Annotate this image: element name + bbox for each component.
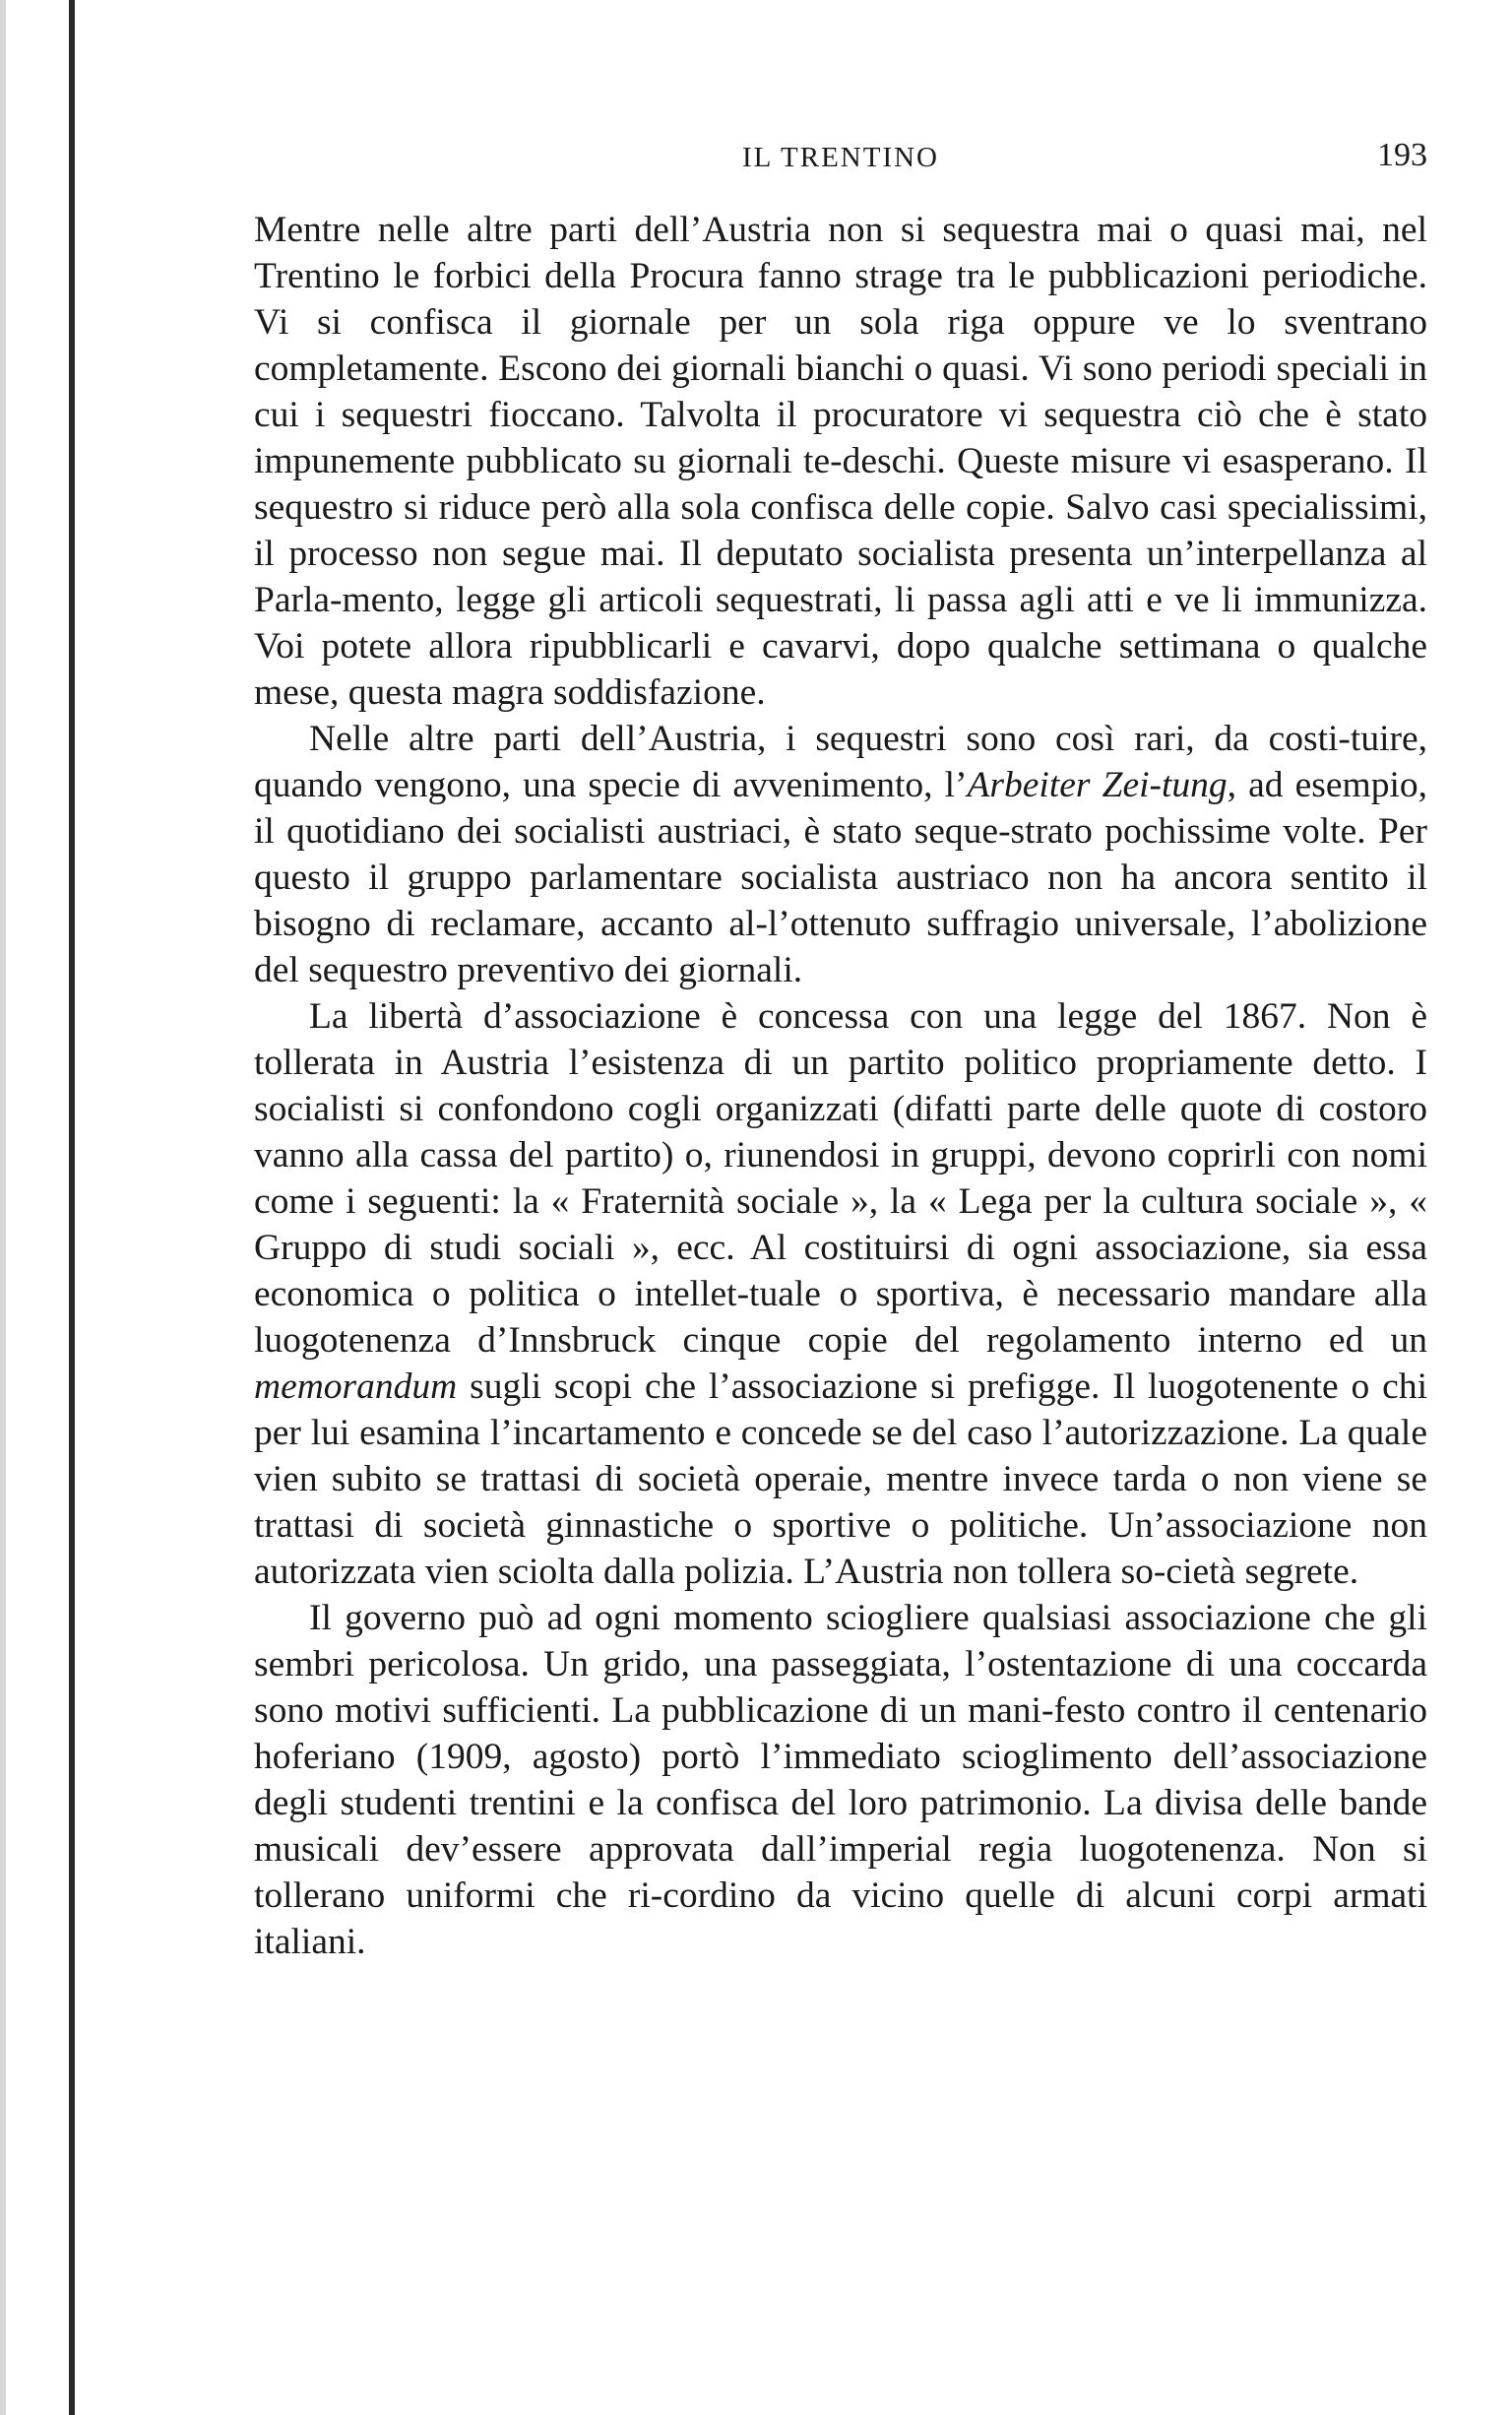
paragraph-2-text-after: , ad esempio, il quotidiano dei socialisti austriaci, è stato seque-strato pochissime volte. Per questo il gruppo parlamentare socialista austriaco non ha ancora sentito il bisogno di reclamare, accanto al-l’ottenuto suffragio universale, l’abolizione del sequestro preventivo dei giornali.: [254, 765, 1427, 990]
paragraph-3-text-before: La libertà d’associazione è concessa con una legge del 1867. Non è tollerata in Austria l’esistenza di un partito politico propriamente detto. I socialisti si confondono cogli organizzati (difatti parte delle quote di costoro vanno alla cassa del partito) o, riunendosi in gruppi, devono coprirli con nomi come i seguenti: la « Fraternità sociale », la « Lega per la cultura sociale », « Gruppo di studi sociali », ecc. Al costituirsi di ogni associazione, sia essa economica o politica o intellet-tuale o sportiva, è necessario mandare alla luogotenenza d’Innsbruck cinque copie del regolamento interno ed un: [254, 996, 1427, 1361]
paragraph-1-text: Mentre nelle altre parti dell’Austria non si sequestra mai o quasi mai, nel Trentino le forbici della Procura fanno strage tra le pubblicazioni periodiche. Vi si confisca il giornale per un sola riga oppure ve lo sventrano completamente. Escono dei giornali bianchi o quasi. Vi sono periodi speciali in cui i sequestri fioccano. Talvolta il procuratore vi sequestra ciò che è stato impunemente pubblicato su giornali te-deschi. Queste misure vi esasperano. Il sequestro si riduce però alla sola confisca delle copie. Salvo casi specialissimi, il processo non segue mai. Il deputato socialista presenta un’interpellanza al Parla-mento, legge gli articoli sequestrati, li passa agli atti e ve li immunizza. Voi potete allora ripubblicarli e cavarvi, dopo qualche settimana o qualche mese, questa magra soddisfazione.: [254, 210, 1427, 713]
scan-gutter-line: [69, 0, 75, 2415]
paragraph-2: [254, 716, 1427, 993]
paragraph-3-italic-term: memorandum: [254, 1366, 458, 1407]
paragraph-4: [254, 1595, 1427, 1965]
page-number: 193: [1377, 137, 1427, 173]
page-header: [254, 138, 1427, 177]
paragraph-3-text-after: sugli scopi che l’associazione si prefigge. Il luogotenente o chi per lui esamina l’incartamento e concede se del caso l’autorizzazione. La quale vien subito se trattasi di società operaie, mentre invece tarda o non viene se trattasi di società ginnastiche o sportive o politiche. Un’associazione non autorizzata vien sciolta dalla polizia. L’Austria non tollera so-cietà segrete.: [254, 1366, 1427, 1592]
paragraph-3: [254, 993, 1427, 1595]
paragraph-1: [254, 207, 1427, 716]
page-body: [254, 207, 1427, 1965]
paragraph-2-italic-title: Arbeiter Zei-tung: [967, 765, 1228, 805]
running-title: IL TRENTINO: [742, 142, 939, 173]
paragraph-2-text-before: Nelle altre parti dell’Austria, i sequestri sono così rari, da costi-tuire, quando vengono, una specie di avvenimento, l’: [254, 719, 1427, 805]
paragraph-4-text: Il governo può ad ogni momento sciogliere qualsiasi associazione che gli sembri pericolosa. Un grido, una passeggiata, l’ostentazione di una coccarda sono motivi sufficienti. La pubblicazione di un mani-festo contro il centenario hoferiano (1909, agosto) portò l’immediato scioglimento dell’associazione degli studenti trentini e la confisca del loro patrimonio. La divisa delle bande musicali dev’essere approvata dall’imperial regia luogotenenza. Non si tollerano uniformi che ri-cordino da vicino quelle di alcuni corpi armati italiani.: [254, 1598, 1427, 1962]
page-binding-edge: [0, 0, 6, 2415]
